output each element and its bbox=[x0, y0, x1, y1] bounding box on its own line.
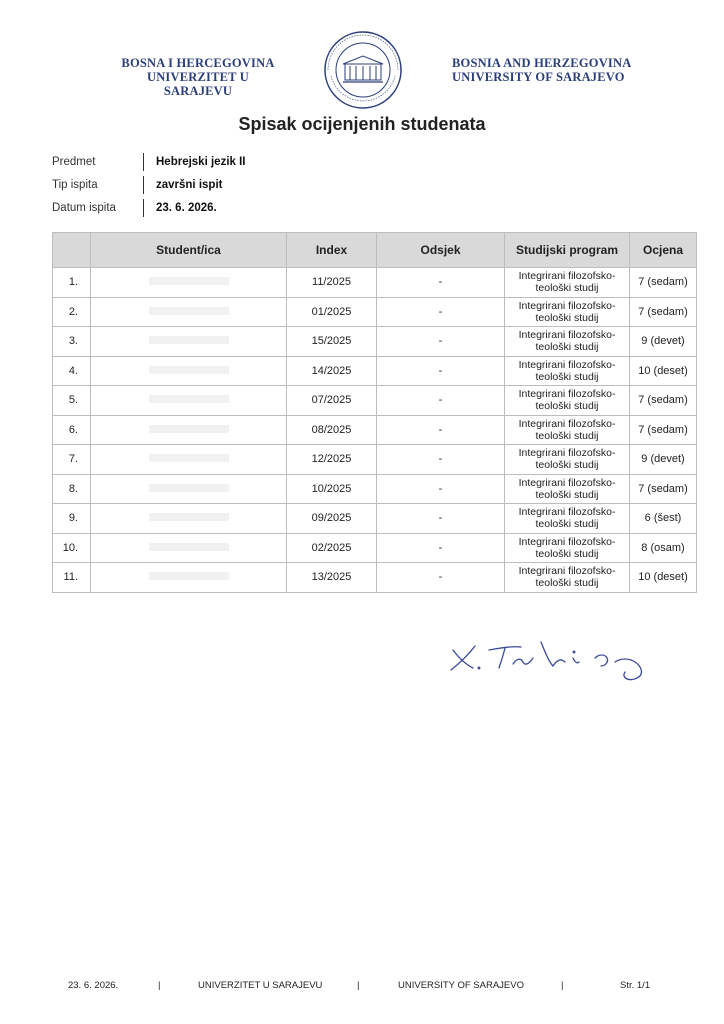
study-program-line2: teološki studij bbox=[535, 547, 599, 560]
student-name-redacted bbox=[91, 563, 287, 593]
study-program-line2: teološki studij bbox=[535, 429, 599, 442]
col-header-program: Studijski program bbox=[505, 233, 630, 268]
redaction-block bbox=[149, 454, 229, 462]
redaction-block bbox=[149, 484, 229, 492]
grade: 10 (deset) bbox=[630, 563, 697, 593]
study-program-line2: teološki studij bbox=[535, 400, 599, 413]
header-right bbox=[452, 56, 632, 84]
department: - bbox=[377, 415, 505, 445]
student-name-redacted bbox=[91, 504, 287, 534]
study-program-line1: Integrirani filozofsko- bbox=[518, 299, 616, 312]
row-number: 6. bbox=[53, 415, 91, 445]
meta-separator bbox=[143, 176, 144, 194]
table-row bbox=[53, 504, 697, 534]
department: - bbox=[377, 297, 505, 327]
footer-separator: | bbox=[158, 980, 161, 991]
row-number: 2. bbox=[53, 297, 91, 327]
redaction-block bbox=[149, 543, 229, 551]
department: - bbox=[377, 474, 505, 504]
table-row bbox=[53, 533, 697, 563]
student-name-redacted bbox=[91, 474, 287, 504]
study-program-line1: Integrirani filozofsko- bbox=[518, 270, 616, 283]
department: - bbox=[377, 445, 505, 475]
study-program bbox=[505, 268, 630, 298]
grade: 7 (sedam) bbox=[630, 297, 697, 327]
student-name-redacted bbox=[91, 268, 287, 298]
row-number: 3. bbox=[53, 327, 91, 357]
study-program-line2: teološki studij bbox=[535, 459, 599, 472]
study-program-line2: teološki studij bbox=[535, 341, 599, 354]
table-row bbox=[53, 268, 697, 298]
col-header-department: Odsjek bbox=[377, 233, 505, 268]
study-program-line1: Integrirani filozofsko- bbox=[518, 447, 616, 460]
col-header-index: Index bbox=[287, 233, 377, 268]
study-program bbox=[505, 386, 630, 416]
student-index: 09/2025 bbox=[287, 504, 377, 534]
table-row bbox=[53, 327, 697, 357]
grade: 7 (sedam) bbox=[630, 268, 697, 298]
row-number: 4. bbox=[53, 356, 91, 386]
student-name-redacted bbox=[91, 386, 287, 416]
study-program bbox=[505, 356, 630, 386]
student-index: 12/2025 bbox=[287, 445, 377, 475]
table-row bbox=[53, 563, 697, 593]
student-index: 08/2025 bbox=[287, 415, 377, 445]
department: - bbox=[377, 356, 505, 386]
study-program bbox=[505, 445, 630, 475]
grade: 9 (devet) bbox=[630, 445, 697, 475]
meta-separator bbox=[143, 153, 144, 171]
exam-meta bbox=[52, 150, 246, 219]
student-name-redacted bbox=[91, 327, 287, 357]
header-country-local: BOSNA I HERCEGOVINA bbox=[121, 56, 275, 70]
footer-page-number: Str. 1/1 bbox=[620, 980, 651, 991]
redaction-block bbox=[149, 277, 229, 285]
redaction-block bbox=[149, 336, 229, 344]
study-program-line2: teološki studij bbox=[535, 311, 599, 324]
student-index: 11/2025 bbox=[287, 268, 377, 298]
study-program bbox=[505, 327, 630, 357]
grade: 7 (sedam) bbox=[630, 386, 697, 416]
study-program-line1: Integrirani filozofsko- bbox=[518, 417, 616, 430]
footer-separator: | bbox=[561, 980, 564, 991]
header-university-local: UNIVERZITET U SARAJEVU bbox=[146, 70, 250, 98]
page-title: Spisak ocijenjenih studenata bbox=[238, 114, 486, 134]
student-index: 07/2025 bbox=[287, 386, 377, 416]
col-header-grade: Ocjena bbox=[630, 233, 697, 268]
department: - bbox=[377, 327, 505, 357]
table-row bbox=[53, 356, 697, 386]
study-program-line2: teološki studij bbox=[535, 518, 599, 531]
student-index: 02/2025 bbox=[287, 533, 377, 563]
header-left bbox=[118, 56, 278, 98]
footer-date: 23. 6. 2026. bbox=[68, 980, 119, 991]
study-program-line2: teološki studij bbox=[535, 282, 599, 295]
footer-university-local: UNIVERZITET U SARAJEVU bbox=[198, 980, 323, 991]
grade: 8 (osam) bbox=[630, 533, 697, 563]
study-program-line1: Integrirani filozofsko- bbox=[518, 358, 616, 371]
row-number: 10. bbox=[53, 533, 91, 563]
study-program-line1: Integrirani filozofsko- bbox=[518, 476, 616, 489]
table-row bbox=[53, 474, 697, 504]
grade: 10 (deset) bbox=[630, 356, 697, 386]
department: - bbox=[377, 386, 505, 416]
department: - bbox=[377, 563, 505, 593]
footer-separator: | bbox=[357, 980, 360, 991]
university-seal-icon bbox=[323, 30, 403, 110]
table-header-row bbox=[53, 233, 697, 268]
meta-label: Datum ispita bbox=[52, 201, 116, 214]
col-header-number bbox=[53, 233, 91, 268]
table-row bbox=[53, 297, 697, 327]
study-program-line2: teološki studij bbox=[535, 577, 599, 590]
header-university-en: UNIVERSITY OF SARAJEVO bbox=[452, 70, 625, 84]
study-program bbox=[505, 415, 630, 445]
student-name-redacted bbox=[91, 297, 287, 327]
student-index: 01/2025 bbox=[287, 297, 377, 327]
student-name-redacted bbox=[91, 415, 287, 445]
meta-value: Hebrejski jezik II bbox=[156, 155, 246, 168]
footer-university-en: UNIVERSITY OF SARAJEVO bbox=[398, 980, 524, 991]
table-body bbox=[53, 268, 697, 593]
results-table bbox=[52, 232, 697, 593]
redaction-block bbox=[149, 395, 229, 403]
study-program-line1: Integrirani filozofsko- bbox=[518, 535, 616, 548]
grade: 7 (sedam) bbox=[630, 415, 697, 445]
study-program bbox=[505, 297, 630, 327]
row-number: 5. bbox=[53, 386, 91, 416]
redaction-block bbox=[149, 425, 229, 433]
student-name-redacted bbox=[91, 356, 287, 386]
student-index: 10/2025 bbox=[287, 474, 377, 504]
department: - bbox=[377, 504, 505, 534]
study-program bbox=[505, 504, 630, 534]
study-program-line1: Integrirani filozofsko- bbox=[518, 506, 616, 519]
redaction-block bbox=[149, 307, 229, 315]
student-index: 15/2025 bbox=[287, 327, 377, 357]
row-number: 11. bbox=[53, 563, 91, 593]
study-program-line1: Integrirani filozofsko- bbox=[518, 329, 616, 342]
meta-label: Predmet bbox=[52, 155, 96, 168]
redaction-block bbox=[149, 513, 229, 521]
study-program-line2: teološki studij bbox=[535, 488, 599, 501]
grade: 6 (šest) bbox=[630, 504, 697, 534]
header-country-en: BOSNIA AND HERZEGOVINA bbox=[452, 56, 632, 70]
row-number: 7. bbox=[53, 445, 91, 475]
meta-row-exam-type bbox=[52, 173, 246, 196]
department: - bbox=[377, 533, 505, 563]
student-name-redacted bbox=[91, 533, 287, 563]
signature-icon bbox=[445, 628, 665, 688]
col-header-student: Student/ica bbox=[91, 233, 287, 268]
study-program bbox=[505, 533, 630, 563]
study-program-line2: teološki studij bbox=[535, 370, 599, 383]
row-number: 9. bbox=[53, 504, 91, 534]
redaction-block bbox=[149, 572, 229, 580]
department: - bbox=[377, 268, 505, 298]
grade: 9 (devet) bbox=[630, 327, 697, 357]
study-program bbox=[505, 474, 630, 504]
grade: 7 (sedam) bbox=[630, 474, 697, 504]
study-program bbox=[505, 563, 630, 593]
table-row bbox=[53, 445, 697, 475]
redaction-block bbox=[149, 366, 229, 374]
study-program-line1: Integrirani filozofsko- bbox=[518, 388, 616, 401]
study-program-line1: Integrirani filozofsko- bbox=[518, 565, 616, 578]
meta-separator bbox=[143, 199, 144, 217]
table-row bbox=[53, 415, 697, 445]
row-number: 1. bbox=[53, 268, 91, 298]
meta-label: Tip ispita bbox=[52, 178, 98, 191]
student-name-redacted bbox=[91, 445, 287, 475]
student-index: 13/2025 bbox=[287, 563, 377, 593]
student-index: 14/2025 bbox=[287, 356, 377, 386]
meta-row-exam-date bbox=[52, 196, 246, 219]
meta-row-subject bbox=[52, 150, 246, 173]
table-row bbox=[53, 386, 697, 416]
meta-value: 23. 6. 2026. bbox=[156, 201, 217, 214]
meta-value: završni ispit bbox=[156, 178, 223, 191]
row-number: 8. bbox=[53, 474, 91, 504]
